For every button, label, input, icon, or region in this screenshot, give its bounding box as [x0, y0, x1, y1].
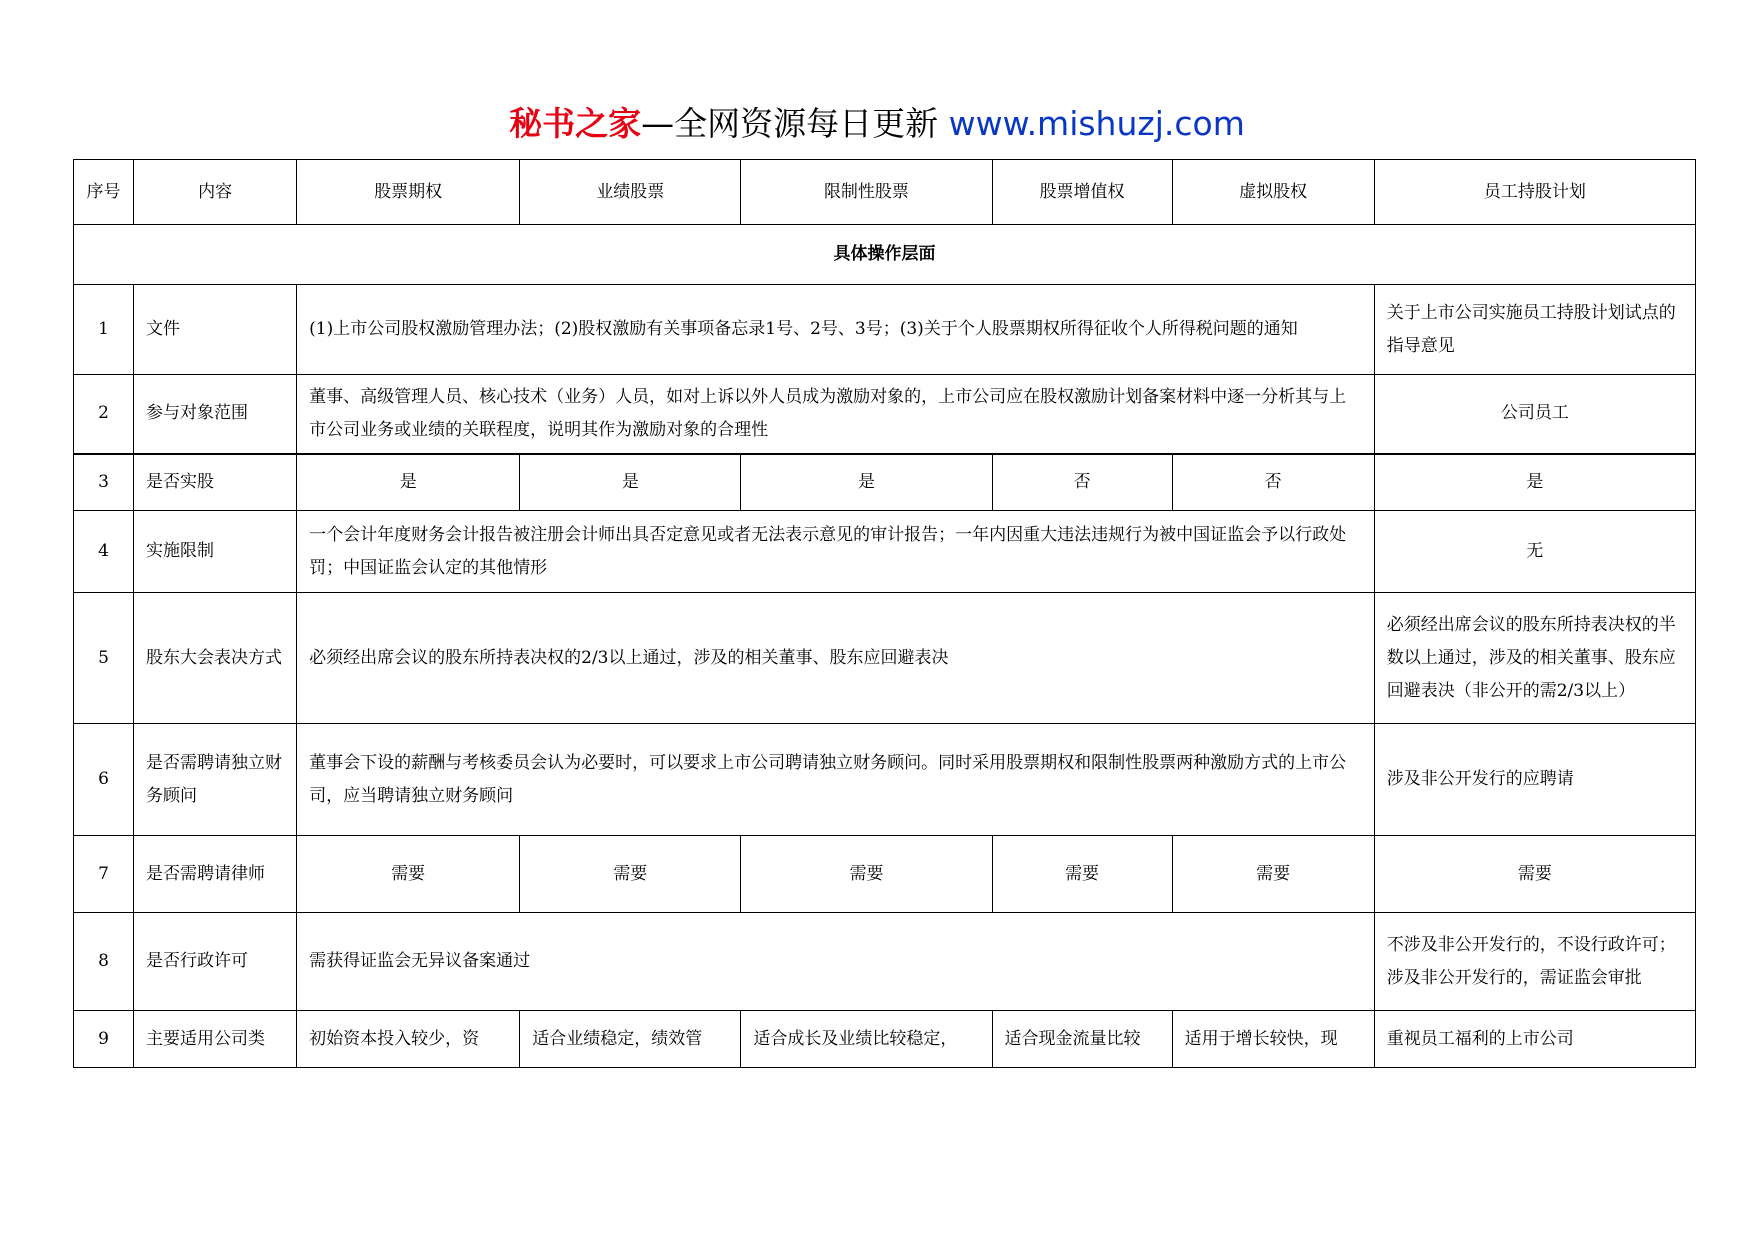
brand-name: 秘书之家 — [509, 104, 642, 143]
row-number: 9 — [74, 1011, 134, 1068]
value-cell: 需要 — [1172, 836, 1374, 913]
table-row — [74, 375, 1696, 454]
row-number: 1 — [74, 285, 134, 375]
value-cell: 需要 — [741, 836, 992, 913]
esop-cell: 不涉及非公开发行的，不设行政许可；涉及非公开发行的，需证监会审批 — [1374, 913, 1695, 1011]
esop-cell: 涉及非公开发行的应聘请 — [1374, 724, 1695, 836]
merged-cell: 董事会下设的薪酬与考核委员会认为必要时，可以要求上市公司聘请独立财务顾问。同时采用股票期权和限制性股票两种激励方式的上市公司，应当聘请独立财务顾问 — [297, 724, 1375, 836]
table-row — [74, 1011, 1696, 1068]
value-cell: 否 — [1172, 454, 1374, 511]
table-row — [74, 836, 1696, 913]
equity-incentive-comparison-table — [73, 159, 1696, 1068]
value-cell: 适合业绩稳定，绩效管 — [520, 1011, 741, 1068]
esop-cell: 公司员工 — [1374, 375, 1695, 454]
merged-cell: 董事、高级管理人员、核心技术（业务）人员，如对上诉以外人员成为激励对象的，上市公司应在股权激励计划备案材料中逐一分析其与上市公司业务或业绩的关联程度，说明其作为激励对象的合理性 — [297, 375, 1375, 454]
merged-cell: 需获得证监会无异议备案通过 — [297, 913, 1375, 1011]
header-cell-content: 内容 — [134, 160, 297, 225]
table-header-row — [74, 160, 1696, 225]
row-label: 文件 — [134, 285, 297, 375]
value-cell: 适合现金流量比较 — [992, 1011, 1172, 1068]
value-cell: 需要 — [297, 836, 520, 913]
row-number: 3 — [74, 454, 134, 511]
table-row — [74, 913, 1696, 1011]
header-slogan: —全网资源每日更新 — [641, 104, 949, 143]
row-label: 实施限制 — [134, 511, 297, 593]
row-label: 是否实股 — [134, 454, 297, 511]
row-number: 2 — [74, 375, 134, 454]
table-row — [74, 511, 1696, 593]
merged-cell: 必须经出席会议的股东所持表决权的2/3以上通过，涉及的相关董事、股东应回避表决 — [297, 593, 1375, 724]
value-cell: 否 — [992, 454, 1172, 511]
value-cell: 需要 — [520, 836, 741, 913]
document-header — [0, 100, 1754, 148]
header-cell-stock-options: 股票期权 — [297, 160, 520, 225]
row-number: 7 — [74, 836, 134, 913]
header-cell-restricted-stock: 限制性股票 — [741, 160, 992, 225]
value-cell: 需要 — [992, 836, 1172, 913]
section-row — [74, 225, 1696, 285]
row-label: 是否需聘请独立财务顾问 — [134, 724, 297, 836]
table-row — [74, 285, 1696, 375]
value-cell: 是 — [741, 454, 992, 511]
value-cell: 适用于增长较快，现 — [1172, 1011, 1374, 1068]
section-title: 具体操作层面 — [74, 225, 1696, 285]
row-number: 5 — [74, 593, 134, 724]
esop-cell: 无 — [1374, 511, 1695, 593]
value-cell: 是 — [297, 454, 520, 511]
value-cell: 初始资本投入较少，资 — [297, 1011, 520, 1068]
table-row — [74, 454, 1696, 511]
website-url: www.mishuzj.com — [948, 104, 1245, 143]
row-label: 参与对象范围 — [134, 375, 297, 454]
row-label: 是否行政许可 — [134, 913, 297, 1011]
row-label: 主要适用公司类 — [134, 1011, 297, 1068]
header-cell-phantom-equity: 虚拟股权 — [1172, 160, 1374, 225]
header-cell-number: 序号 — [74, 160, 134, 225]
row-label: 是否需聘请律师 — [134, 836, 297, 913]
header-cell-esop: 员工持股计划 — [1374, 160, 1695, 225]
esop-cell: 关于上市公司实施员工持股计划试点的指导意见 — [1374, 285, 1695, 375]
row-number: 8 — [74, 913, 134, 1011]
table-row — [74, 724, 1696, 836]
row-label: 股东大会表决方式 — [134, 593, 297, 724]
value-cell: 需要 — [1374, 836, 1695, 913]
value-cell: 是 — [1374, 454, 1695, 511]
value-cell: 重视员工福利的上市公司 — [1374, 1011, 1695, 1068]
row-number: 6 — [74, 724, 134, 836]
merged-cell: (1)上市公司股权激励管理办法；(2)股权激励有关事项备忘录1号、2号、3号；(3)关于个人股票期权所得征收个人所得税问题的通知 — [297, 285, 1375, 375]
header-cell-performance-shares: 业绩股票 — [520, 160, 741, 225]
value-cell: 是 — [520, 454, 741, 511]
row-number: 4 — [74, 511, 134, 593]
merged-cell: 一个会计年度财务会计报告被注册会计师出具否定意见或者无法表示意见的审计报告；一年内因重大违法违规行为被中国证监会予以行政处罚；中国证监会认定的其他情形 — [297, 511, 1375, 593]
table-row — [74, 593, 1696, 724]
header-cell-stock-appreciation-rights: 股票增值权 — [992, 160, 1172, 225]
esop-cell: 必须经出席会议的股东所持表决权的半数以上通过，涉及的相关董事、股东应回避表决（非公开的需2/3以上） — [1374, 593, 1695, 724]
value-cell: 适合成长及业绩比较稳定， — [741, 1011, 992, 1068]
